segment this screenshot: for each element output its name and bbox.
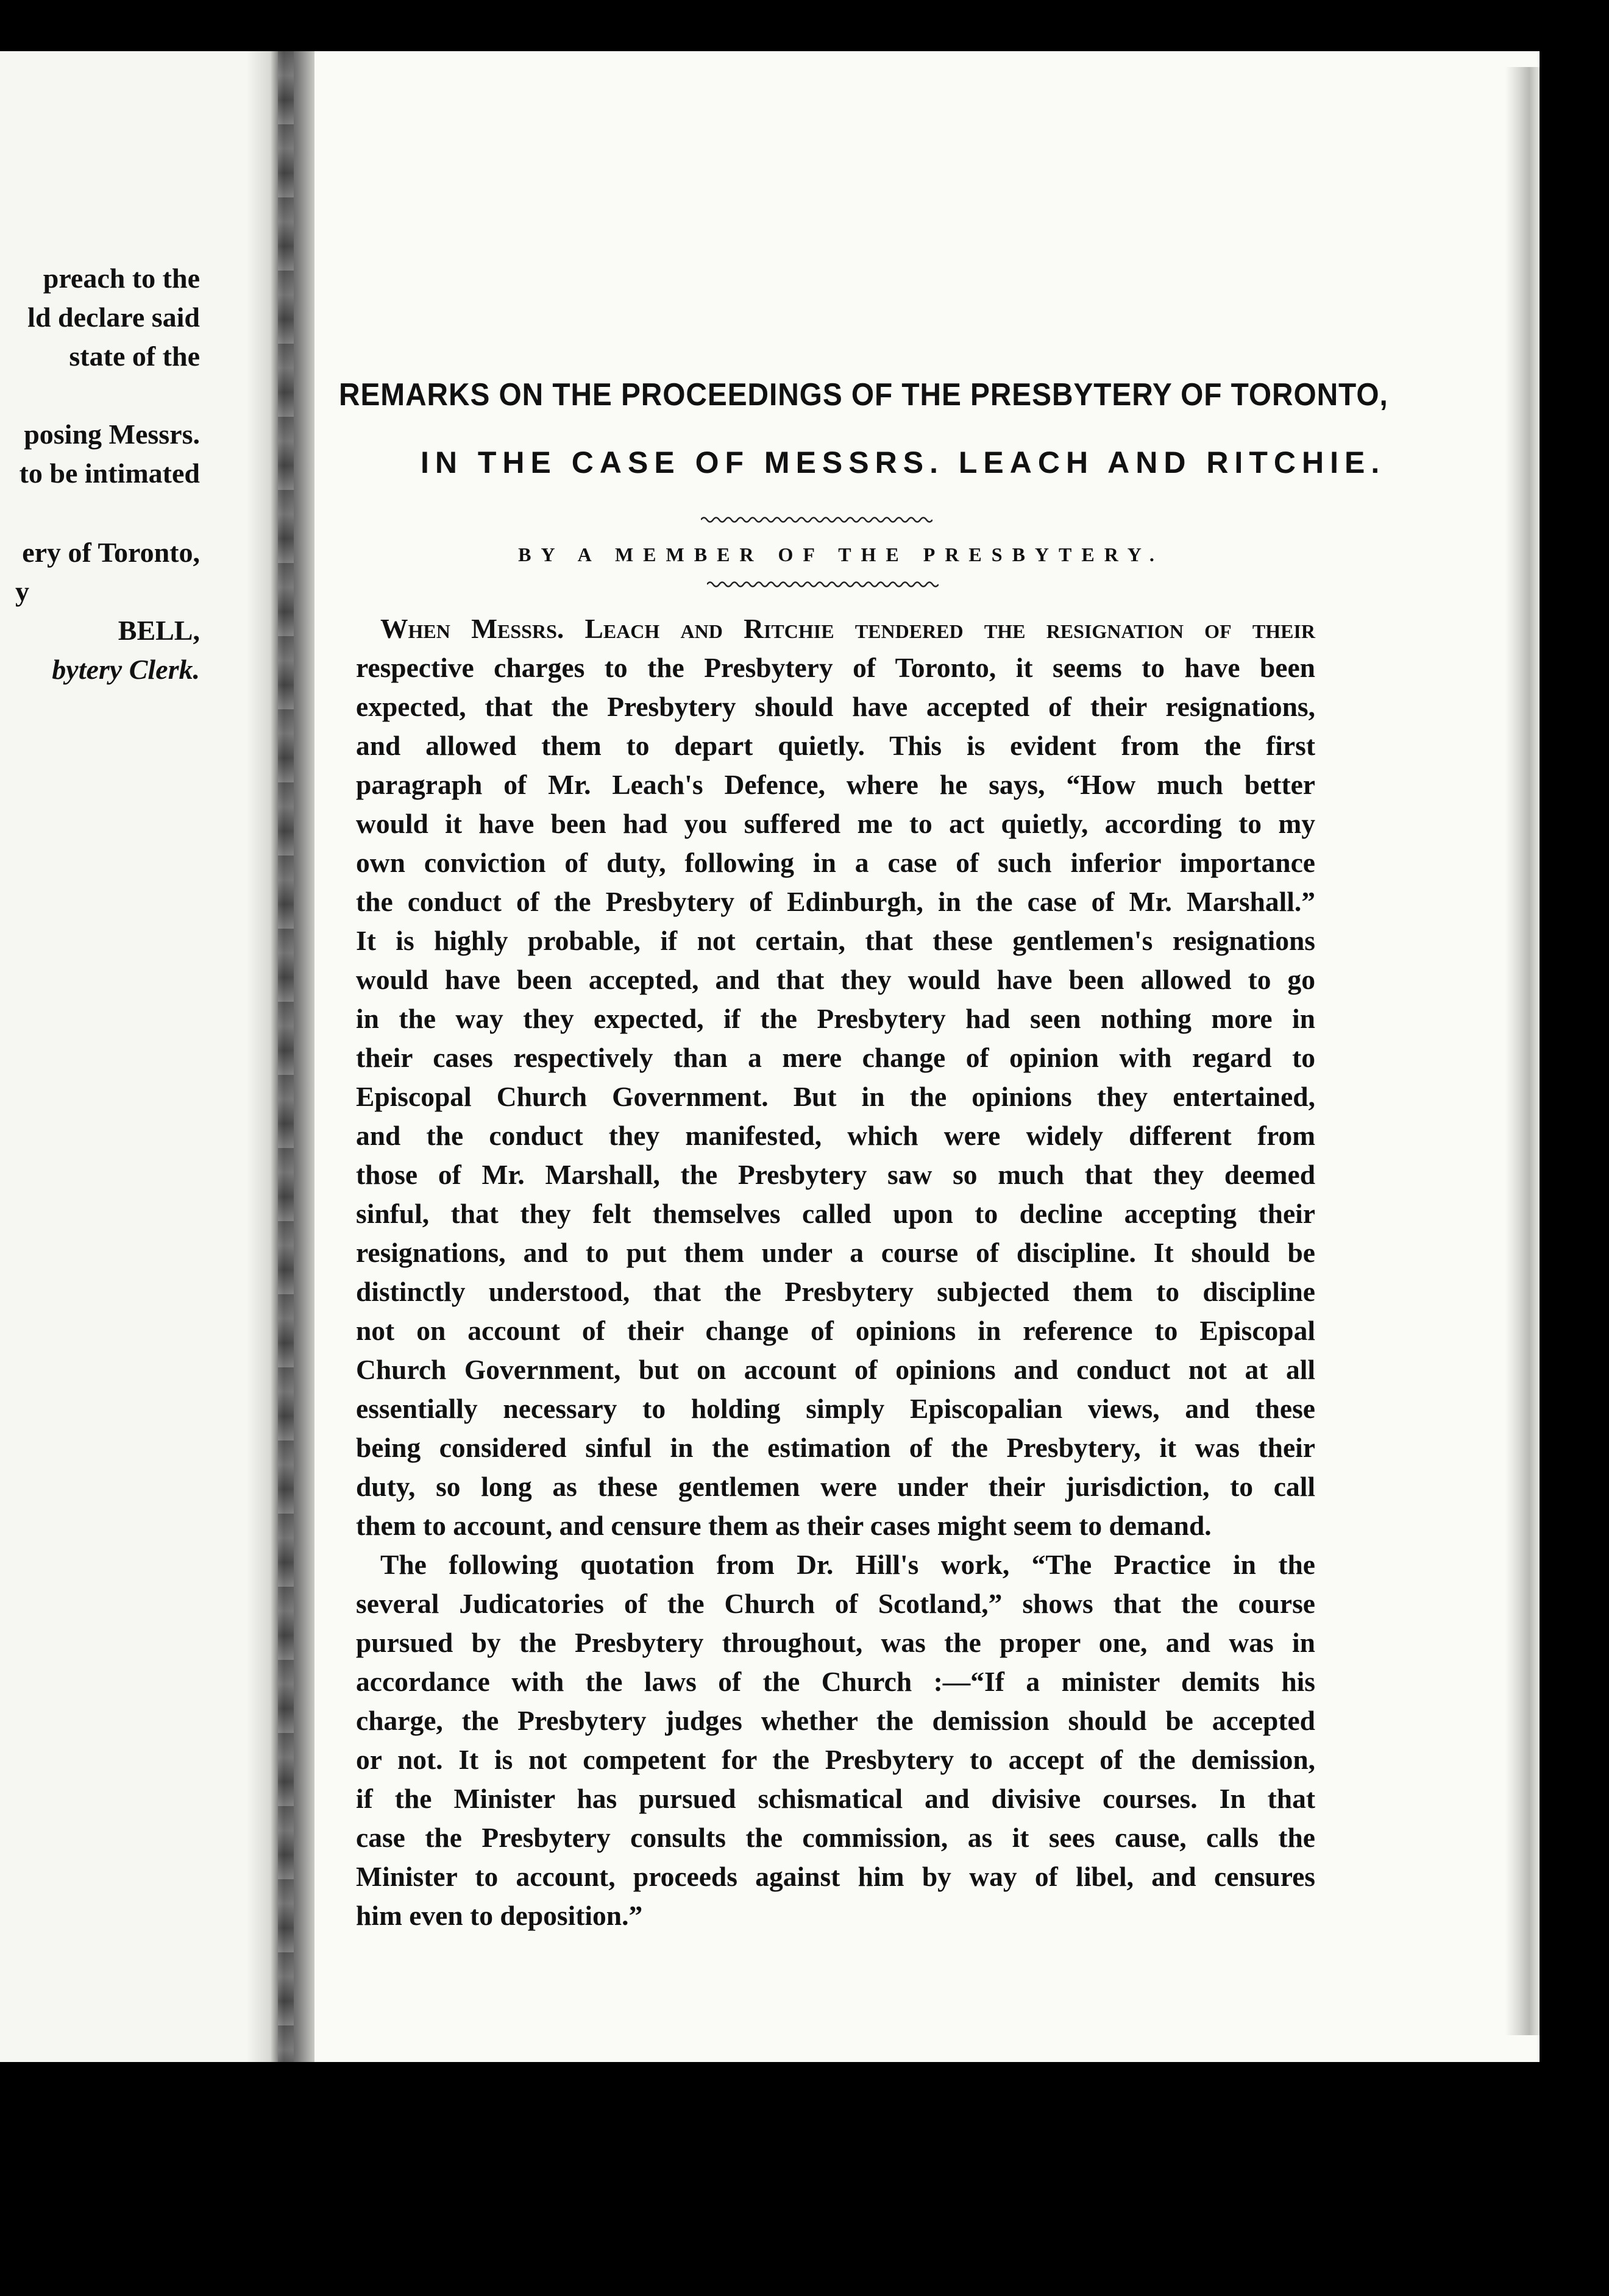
left-page-line: ery of Toronto, <box>22 537 200 568</box>
title-line-2: IN THE CASE OF MESSRS. LEACH AND RITCHIE. <box>421 445 1386 480</box>
text-line: their cases respectively than a mere change of opinion with regard to <box>356 1042 1315 1073</box>
text-line: accordance with the laws of the Church :—“If a minister demits his <box>356 1666 1315 1697</box>
text-line: pursued by the Presbytery throughout, was the proper one, and was in <box>356 1627 1315 1658</box>
paragraph-1 <box>356 609 1315 1545</box>
text-line: case the Presbytery consults the commission, as it sees cause, calls the <box>356 1822 1315 1853</box>
byline: BY A MEMBER OF THE PRESBYTERY. <box>518 544 1164 565</box>
text-line: The following quotation from Dr. Hill's work, “The Practice in the <box>380 1549 1315 1580</box>
text-line: would it have been had you suffered me to act quietly, according to my <box>356 808 1315 839</box>
book-gutter <box>246 51 314 2062</box>
left-page-line: to be intimated <box>19 458 200 489</box>
text-line: him even to deposition.” <box>356 1900 643 1931</box>
text-line: charge, the Presbytery judges whether the demission should be accepted <box>356 1705 1315 1736</box>
text-line: respective charges to the Presbytery of Toronto, it seems to have been <box>356 652 1315 683</box>
text-line: It is highly probable, if not certain, that these gentlemen's resignations <box>356 925 1315 956</box>
text-line: or not. It is not competent for the Presbytery to accept of the demission, <box>356 1744 1315 1775</box>
text-line: essentially necessary to holding simply Episcopalian views, and these <box>356 1393 1315 1424</box>
text-line: if the Minister has pursued schismatical and divisive courses. In that <box>356 1783 1315 1814</box>
text-line: and allowed them to depart quietly. This is evident from the first <box>356 730 1315 761</box>
text-line: When Messrs. Leach and Ritchie tendered the resignation of their <box>380 613 1315 644</box>
left-page-line: bytery Clerk. <box>52 654 200 685</box>
paragraph-2 <box>356 1545 1315 1935</box>
body-text <box>356 609 1315 1935</box>
text-line: them to account, and censure them as their cases might seem to demand. <box>356 1510 1212 1541</box>
text-line: duty, so long as these gentlemen were under their jurisdiction, to call <box>356 1471 1315 1502</box>
text-line: resignations, and to put them under a course of discipline. It should be <box>356 1237 1315 1268</box>
text-line: those of Mr. Marshall, the Presbytery saw so much that they deemed <box>356 1159 1315 1190</box>
text-line: would have been accepted, and that they would have been allowed to go <box>356 964 1315 995</box>
left-page-line: ld declare said <box>27 302 200 333</box>
text-line: in the way they expected, if the Presbytery had seen nothing more in <box>356 1003 1315 1034</box>
text-line: Episcopal Church Government. But in the opinions they entertained, <box>356 1081 1315 1112</box>
text-line: sinful, that they felt themselves called upon to decline accepting their <box>356 1198 1315 1229</box>
wavy-rule-bottom <box>707 580 939 589</box>
text-line: own conviction of duty, following in a case of such inferior importance <box>356 847 1315 878</box>
text-line: and the conduct they manifested, which were widely different from <box>356 1120 1315 1151</box>
text-line: not on account of their change of opinions in reference to Episcopal <box>356 1315 1315 1346</box>
left-page-line: preach to the <box>43 263 200 294</box>
left-facing-page <box>0 51 279 2062</box>
title-line-1: REMARKS ON THE PROCEEDINGS OF THE PRESBYTERY OF TORONTO, <box>339 377 1388 413</box>
wavy-rule-top <box>701 516 932 524</box>
text-line: distinctly understood, that the Presbytery subjected them to discipline <box>356 1276 1315 1307</box>
left-page-line: state of the <box>69 341 200 372</box>
left-page-line: posing Messrs. <box>24 419 200 450</box>
text-line: Church Government, but on account of opinions and conduct not at all <box>356 1354 1315 1385</box>
left-page-line: y <box>15 576 29 607</box>
page-edge-shadow <box>1505 67 1540 2035</box>
text-line: being considered sinful in the estimation of the Presbytery, it was their <box>356 1432 1315 1463</box>
text-line: the conduct of the Presbytery of Edinburgh, in the case of Mr. Marshall.” <box>356 886 1315 917</box>
text-line: several Judicatories of the Church of Scotland,” shows that the course <box>356 1588 1315 1619</box>
text-line: Minister to account, proceeds against him by way of libel, and censures <box>356 1861 1315 1892</box>
text-line: expected, that the Presbytery should have accepted of their resignations, <box>356 691 1315 722</box>
left-page-line: BELL, <box>118 615 200 646</box>
text-line: paragraph of Mr. Leach's Defence, where he says, “How much better <box>356 769 1315 800</box>
